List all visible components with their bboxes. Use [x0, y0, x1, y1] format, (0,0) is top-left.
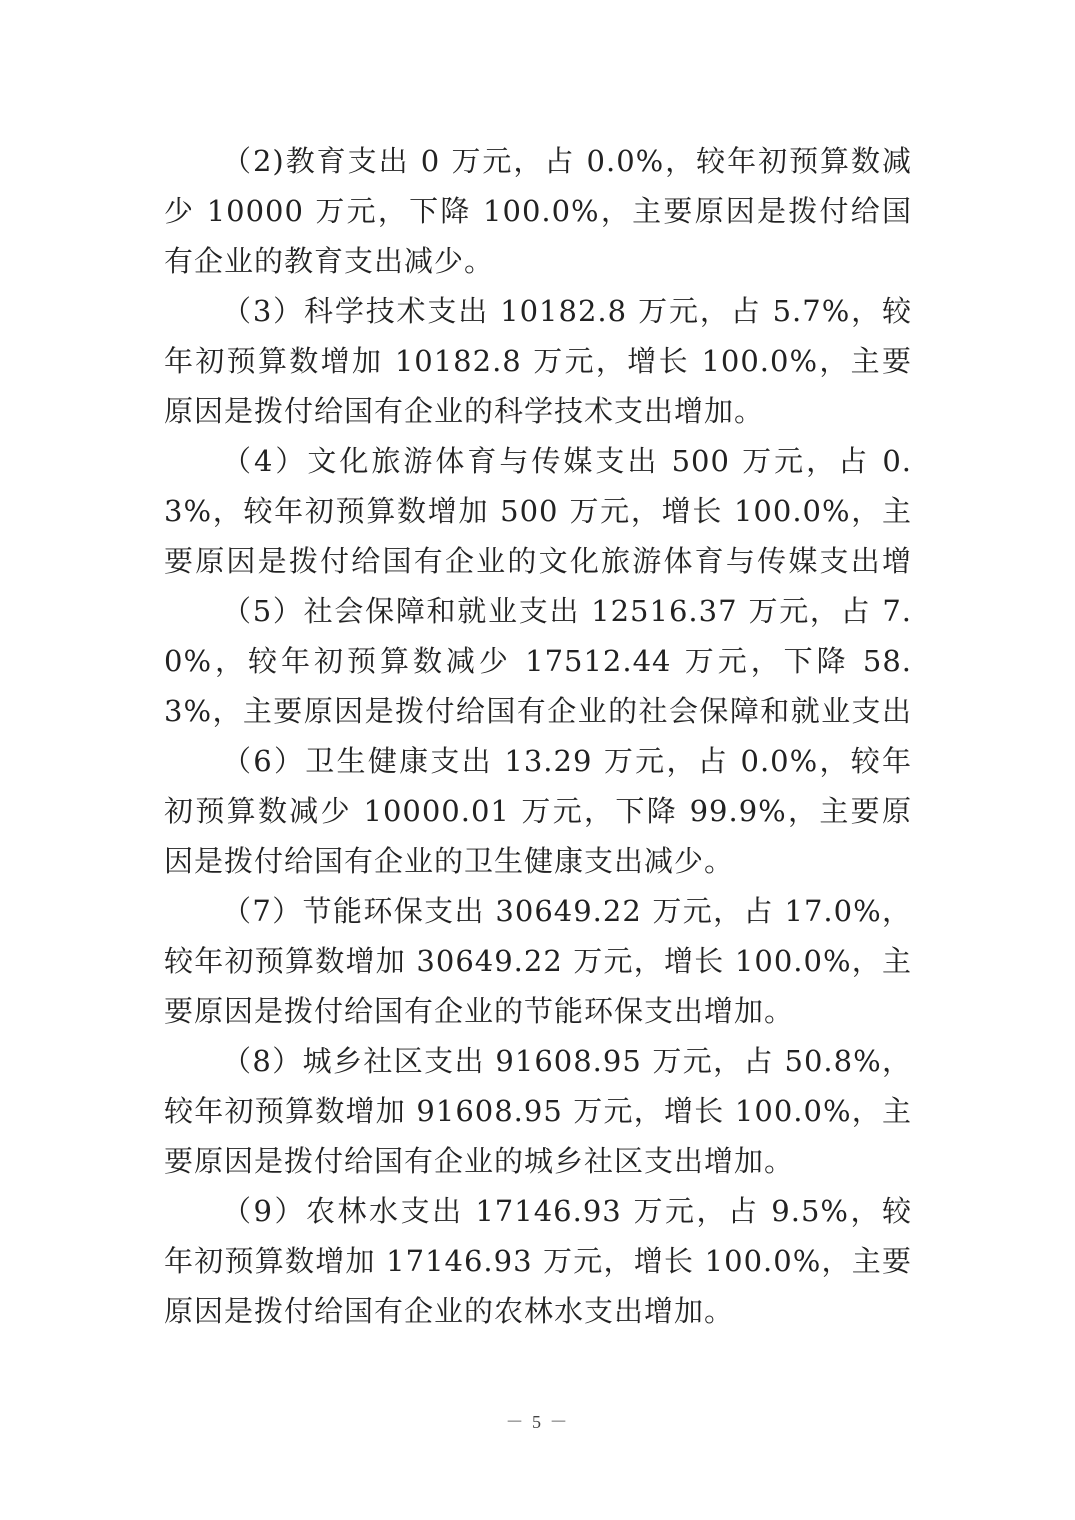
- paragraph-urban-rural-community-expenditure: （8）城乡社区支出 91608.95 万元，占 50.8%，较年初预算数增加 91608.95 万元，增长 100.0%，主要原因是拨付给国有企业的城乡社区支出增加。: [164, 1044, 912, 1178]
- paragraph-science-technology-expenditure: （3）科学技术支出 10182.8 万元，占 5.7%，较年初预算数增加 10182.8 万元，增长 100.0%，主要原因是拨付给国有企业的科学技术支出增加。: [164, 294, 912, 428]
- paragraph-education-expenditure: （2)教育支出 0 万元，占 0.0%，较年初预算数减少 10000 万元，下降 100.0%，主要原因是拨付给国有企业的教育支出减少。: [164, 144, 912, 278]
- paragraph-agriculture-forestry-water-expenditure: （9）农林水支出 17146.93 万元，占 9.5%，较年初预算数增加 17146.93 万元，增长 100.0%，主要原因是拨付给国有企业的农林水支出增加。: [164, 1194, 912, 1328]
- paragraph-health-expenditure: （6）卫生健康支出 13.29 万元，占 0.0%，较年初预算数减少 10000.01 万元，下降 99.9%，主要原因是拨付给国有企业的卫生健康支出减少。: [164, 744, 912, 878]
- paragraph-energy-environment-expenditure: （7）节能环保支出 30649.22 万元，占 17.0%，较年初预算数增加 30649.22 万元，增长 100.0%，主要原因是拨付给国有企业的节能环保支出增加。: [164, 894, 912, 1028]
- page-number: － 5 －: [505, 1412, 570, 1432]
- document-body: [164, 136, 912, 1336]
- paragraph-culture-tourism-sports-media-expenditure: （4）文化旅游体育与传媒支出 500 万元，占 0.3%，较年初预算数增加 500 万元，增长 100.0%，主要原因是拨付给国有企业的文化旅游体育与传媒支出增: [164, 444, 912, 578]
- paragraph-social-security-employment-expenditure: （5）社会保障和就业支出 12516.37 万元，占 7.0%，较年初预算数减少 17512.44 万元，下降 58.3%，主要原因是拨付给国有企业的社会保障和就业支出: [164, 594, 912, 728]
